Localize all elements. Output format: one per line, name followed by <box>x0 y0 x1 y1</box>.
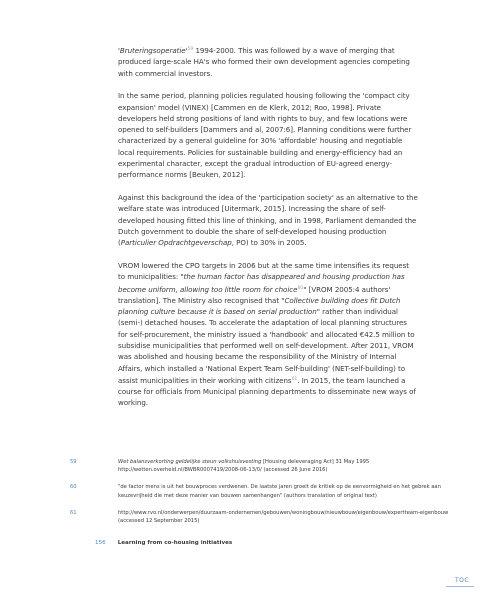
footnotes <box>70 458 460 534</box>
footnote-ref-60[interactable]: 60 <box>297 285 304 291</box>
footnote-60 <box>70 483 460 499</box>
quote-italic: the human factor has disappeared and housing production has become uniform, allowing too little room for choice <box>118 272 405 294</box>
page-footer <box>95 540 232 546</box>
paragraph-2: In the same period, planning policies regulated housing following the 'compact city expansion' model (VINEX) [Cammen en de Klerk, 2012; Roo, 1998]. Private developers held strong positions of land with rights to buy, and few locations were opened to self-builders [Dammers and al, 2007:6]. Planning conditions were further characterized by a general guideline for 30% 'affordable' housing and negotiable local requirements. Policies for sustainable building and energy-efficiency had an experimental character, except the gradual introduction of EU-agreed energy-performance norms [Beuken, 2012]. <box>118 91 412 180</box>
main-text <box>118 44 418 420</box>
paragraph-text: , PO) to 30% in 2005. <box>231 238 307 248</box>
page-number: 156 <box>95 540 106 546</box>
toc-underline <box>446 586 474 587</box>
footnote-number: 59 <box>70 459 77 465</box>
paragraph-3 <box>118 192 418 248</box>
footnote-59 <box>70 458 460 474</box>
footnote-body: [Housing deleveraging Act] 31 May 1995 http://wetten.overheid.nl/BWBR0007419/2008-06-13/0/ (accessed 26 June 2016) <box>118 459 370 474</box>
paragraph-text: . In 2015, the team launched a course for officials from Municipal planning departments to disseminate new ways of working. <box>118 375 416 408</box>
footnote-text <box>118 458 458 474</box>
paragraph-1 <box>118 44 418 79</box>
footnote-ref-59[interactable]: 59 <box>187 47 194 52</box>
paragraph-4 <box>118 260 418 409</box>
paragraph-text: Against this background the idea of the 'participation society' as an alternative to the welfare state was introduced [Uitermark, 2015]. Increasing the share of self-developed housing fitted this line of thinking, and in 1998, Parliament demanded the Dutch government to double the share of self-developed housing production ( <box>118 193 418 248</box>
toc-link[interactable]: TOC <box>455 577 470 584</box>
italic-term: Particulier Opdrachtgeverschap <box>120 238 232 248</box>
italic-term: 'Bruteringsoperatie' <box>118 46 188 55</box>
footnote-61 <box>70 509 460 525</box>
quote-italic: Collective building does fit Dutch planning culture because it is based on serial production <box>118 295 401 317</box>
paragraph-text: VROM lowered the CPO targets in 2006 but at the same time intensifies its request to municipalities: " <box>118 260 409 282</box>
paragraph-text: " rather than individual (semi-) detached houses. To accelerate the adaptation of local planning structures for self-procurement, the ministry issued a 'handbook' and allocated €42.5 million to subsidise municipalities that performed well on self-development. After 2011, VROM was abolished and housing became the responsibility of the Ministry of Internal Affairs, which installed a 'National Expert Team Self-building' (NET-self-building) to assist municipalities in their working with citizens <box>118 307 415 385</box>
paragraph-text: 1994-2000. This was followed by a wave of merging that produced large-scale HA's who formed their own development agencies competing with commercial investors. <box>118 46 410 78</box>
footnote-italic: Wet balansverkorting geldelijke steun volkshuisvesting <box>118 459 262 465</box>
footnote-link[interactable]: http://www.rvo.nl/onderwerpen/duurzaam-ondernemen/gebouwen/woningbouw/nieuwbouw/eigenbouw/expertteam-eigenbouw (accessed 12 September 2015) <box>118 509 449 525</box>
footnote-number: 61 <box>70 509 77 516</box>
footnote-body: "de factor mens is uit het bouwproces verdwenen. De laatste jaren groeit de kritiek op de eenvormigheid en het gebrek aan keuzevrijheid die met deze manier van bouwen samenhangen" (authors translation of original text) <box>118 484 441 499</box>
paragraph-text: " [VROM 2005:4 authors' translation]. The Ministry also recognised that " <box>118 284 391 305</box>
footnote-ref-61[interactable]: 61 <box>291 376 298 382</box>
footnote-number: 60 <box>70 484 77 491</box>
footer-title: Learning from co-housing initiatives <box>117 540 233 546</box>
